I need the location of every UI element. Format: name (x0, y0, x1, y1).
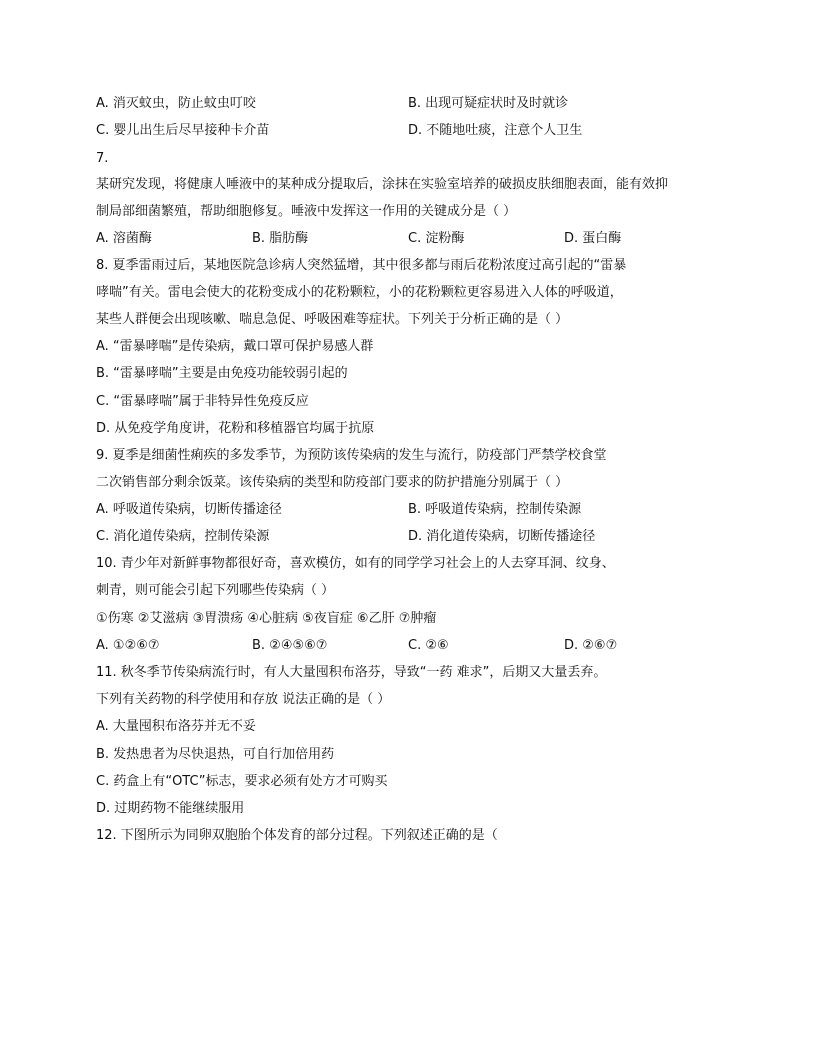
q6-option-a: A. 消灭蚊虫，防止蚊虫叮咬 (96, 96, 256, 111)
q7-option-a: A. 溶菌酶 (96, 231, 152, 246)
q11-option-c: C. 药盒上有“OTC”标志，要求必须有处方才可购买 (96, 774, 388, 789)
q6-option-b: B. 出现可疑症状时及时就诊 (408, 96, 569, 111)
q7-number: 7. (96, 151, 109, 166)
q9-stem-line2: 二次销售部分剩余饭菜。该传染病的类型和防疫部门要求的防护措施分别属于（ ） (96, 475, 569, 490)
q10-option-d: D. ②⑥⑦ (564, 638, 618, 653)
q9-option-d: D. 消化道传染病，切断传播途径 (408, 529, 596, 544)
q7-option-d: D. 蛋白酶 (564, 231, 622, 246)
q9-option-a: A. 呼吸道传染病，切断传播途径 (96, 502, 282, 517)
q8-stem-line3: 某些人群便会出现咳嗽、喘息急促、呼吸困难等症状。下列关于分析正确的是（ ） (96, 312, 569, 327)
q7-stem-line1: 某研究发现，将健康人唾液中的某种成分提取后，涂抹在实验室培养的破损皮肤细胞表面，能有效抑 (96, 177, 669, 192)
q10-option-a: A. ①②⑥⑦ (96, 638, 160, 653)
q10-stem-line2: 刺青，则可能会引起下列哪些传染病（ ） (96, 583, 335, 598)
q11-stem-line2: 下列有关药物的科学使用和存放 说法正确的是（ ） (96, 692, 391, 707)
q11-stem-line1: 11. 秋冬季节传染病流行时，有人大量囤积布洛芬，导致“一药 难求”，后期又大量丢弃。 (96, 665, 607, 680)
q12-stem-line1: 12. 下图所示为同卵双胞胎个体发育的部分过程。下列叙述正确的是（ (96, 828, 498, 843)
q7-option-b: B. 脂肪酶 (252, 231, 309, 246)
q8-option-a: A. “雷暴哮喘”是传染病，戴口罩可保护易感人群 (96, 339, 374, 354)
q6-option-c: C. 婴儿出生后尽早接种卡介苗 (96, 123, 270, 138)
q8-option-b: B. “雷暴哮喘”主要是由免疫功能较弱引起的 (96, 366, 348, 381)
q9-stem-line1: 9. 夏季是细菌性痢疾的多发季节，为预防该传染病的发生与流行，防疫部门严禁学校食堂 (96, 448, 607, 463)
q11-option-d: D. 过期药物不能继续服用 (96, 801, 245, 816)
q11-option-b: B. 发热患者为尽快退热，可自行加倍用药 (96, 747, 335, 762)
q10-stem-line1: 10. 青少年对新鲜事物都很好奇，喜欢模仿，如有的同学学习社会上的人去穿耳洞、纹身、 (96, 556, 615, 571)
q6-option-d: D. 不随地吐痰，注意个人卫生 (408, 123, 583, 138)
q8-option-c: C. “雷暴哮喘”属于非特异性免疫反应 (96, 394, 309, 409)
q8-option-d: D. 从免疫学角度讲，花粉和移植器官均属于抗原 (96, 421, 375, 436)
q9-option-b: B. 呼吸道传染病，控制传染源 (408, 502, 582, 517)
q7-stem-line2: 制局部细菌繁殖，帮助细胞修复。唾液中发挥这一作用的关键成分是（ ） (96, 204, 517, 219)
q8-stem-line1: 8. 夏季雷雨过后，某地医院急诊病人突然猛增，其中很多都与雨后花粉浓度过高引起的“雷暴 (96, 258, 627, 273)
q9-option-c: C. 消化道传染病，控制传染源 (96, 529, 270, 544)
q10-choices-list: ①伤寒 ②艾滋病 ③胃溃疡 ④心脏病 ⑤夜盲症 ⑥乙肝 ⑦肿瘤 (96, 611, 437, 626)
q10-option-c: C. ②⑥ (408, 638, 449, 653)
q11-option-a: A. 大量囤积布洛芬并无不妥 (96, 719, 256, 734)
q7-option-c: C. 淀粉酶 (408, 231, 465, 246)
q10-option-b: B. ②④⑤⑥⑦ (252, 638, 328, 653)
q8-stem-line2: 哮喘”有关。雷电会使大的花粉变成小的花粉颗粒，小的花粉颗粒更容易进入人体的呼吸道， (96, 285, 623, 300)
